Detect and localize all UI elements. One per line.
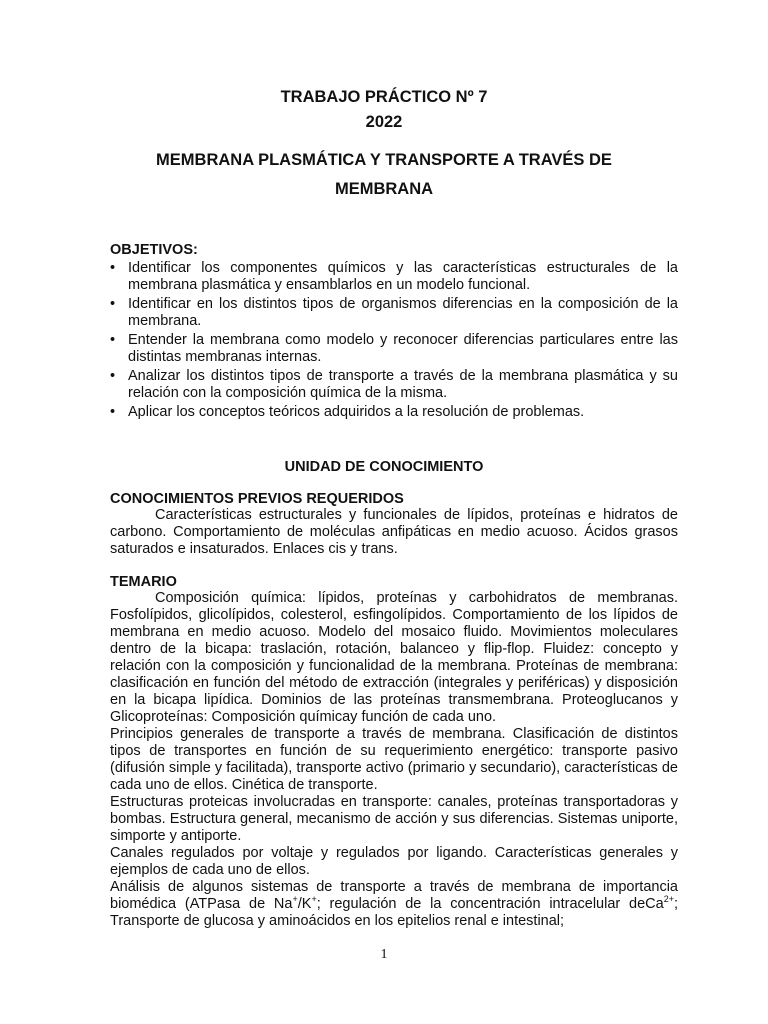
objective-text: Aplicar los conceptos teóricos adquiridos a la resolución de problemas. [128, 404, 585, 420]
prior-knowledge-paragraph [110, 507, 678, 558]
syllabus-paragraph: Canales regulados por voltaje y regulados por ligando. Características generales y ejemplos de cada uno de ellos. [110, 845, 678, 878]
list-item [110, 332, 678, 366]
bullet-icon: • [110, 404, 116, 420]
bullet-icon: • [110, 332, 116, 348]
bullet-icon: • [110, 296, 116, 312]
bullet-icon: • [110, 260, 116, 276]
syllabus-heading: TEMARIO [110, 574, 177, 590]
list-item [110, 368, 678, 402]
syllabus-text: /K [297, 896, 312, 912]
list-item [110, 404, 678, 421]
prior-knowledge-heading: CONOCIMIENTOS PREVIOS REQUERIDOS [110, 491, 404, 507]
syllabus-paragraph: Principios generales de transporte a través de membrana. Clasificación de distintos tipos de transportes en función de su requerimiento energético: transporte pasivo (difusión simple y facilitada), transporte activo (primario y secundario), características de cada uno de ellos. Cinética de transporte. [110, 726, 678, 793]
practical-work-title: TRABAJO PRÁCTICO Nº 7 [280, 88, 488, 106]
superscript: + [311, 894, 317, 905]
objective-text: Identificar los componentes químicos y las características estructurales de la membrana plasmática y ensamblarlos en un modelo funcional. [128, 260, 678, 293]
superscript: 2+ [663, 894, 674, 905]
list-item [110, 296, 678, 330]
objectives-list [110, 260, 678, 423]
syllabus-text: ; Transporte de glucosa y aminoácidos en los epitelios renal e intestinal; [110, 896, 678, 929]
subject-title-line2: MEMBRANA [334, 180, 434, 198]
syllabus-paragraph [110, 590, 678, 726]
syllabus-paragraph: Estructuras proteicas involucradas en transporte: canales, proteínas transportadoras y bombas. Estructura general, mecanismo de acción y sus diferencias. Sistemas uniporte, simporte y antiporte. [110, 794, 678, 844]
prior-knowledge-text: Características estructurales y funcionales de lípidos, proteínas e hidratos de carbono. Comportamiento de moléculas anfipáticas en medio acuoso. Ácidos grasos saturados e insaturados. Enlaces cis y trans. [110, 507, 678, 557]
page-number: 1 [380, 947, 388, 962]
year-title: 2022 [365, 113, 403, 131]
knowledge-unit-heading: UNIDAD DE CONOCIMIENTO [284, 459, 484, 475]
superscript: + [292, 894, 298, 905]
objective-text: Entender la membrana como modelo y reconocer diferencias particulares entre las distintas membranas internas. [128, 332, 678, 365]
objective-text: Identificar en los distintos tipos de organismos diferencias en la composición de la membrana. [128, 296, 678, 329]
list-item [110, 260, 678, 294]
syllabus-paragraph [110, 879, 678, 930]
syllabus-text: ; regulación de la concentración intracelular deCa [316, 896, 664, 912]
syllabus-text: Composición química: lípidos, proteínas y carbohidratos de membranas. Fosfolípidos, glicolípidos, colesterol, esfingolípidos. Comportamiento de los lípidos de membrana en medio acuoso. Modelo del mosaico fluido. Movimientos moleculares dentro de la bicapa: traslación, rotación, balanceo y flip-flop. Fluidez: concepto y relación con la composición y funcionalidad de la membrana. Proteínas de membrana: clasificación en función del método de extracción (integrales y periféricas) y disposición en la bicapa lipídica. Dominios de las proteínas transmembrana. Proteoglucanos y Glicoproteínas: Composición químicay función de cada uno. [110, 590, 678, 725]
objective-text: Analizar los distintos tipos de transporte a través de la membrana plasmática y su relación con la composición química de la misma. [128, 368, 678, 401]
syllabus-body [110, 590, 678, 930]
syllabus-text: Análisis de algunos sistemas de transporte a través de membrana de importancia biomédica (ATPasa de Na [110, 879, 678, 912]
bullet-icon: • [110, 368, 116, 384]
objectives-heading: OBJETIVOS: [110, 242, 198, 258]
subject-title-line1: MEMBRANA PLASMÁTICA Y TRANSPORTE A TRAVÉS DE [156, 151, 612, 169]
